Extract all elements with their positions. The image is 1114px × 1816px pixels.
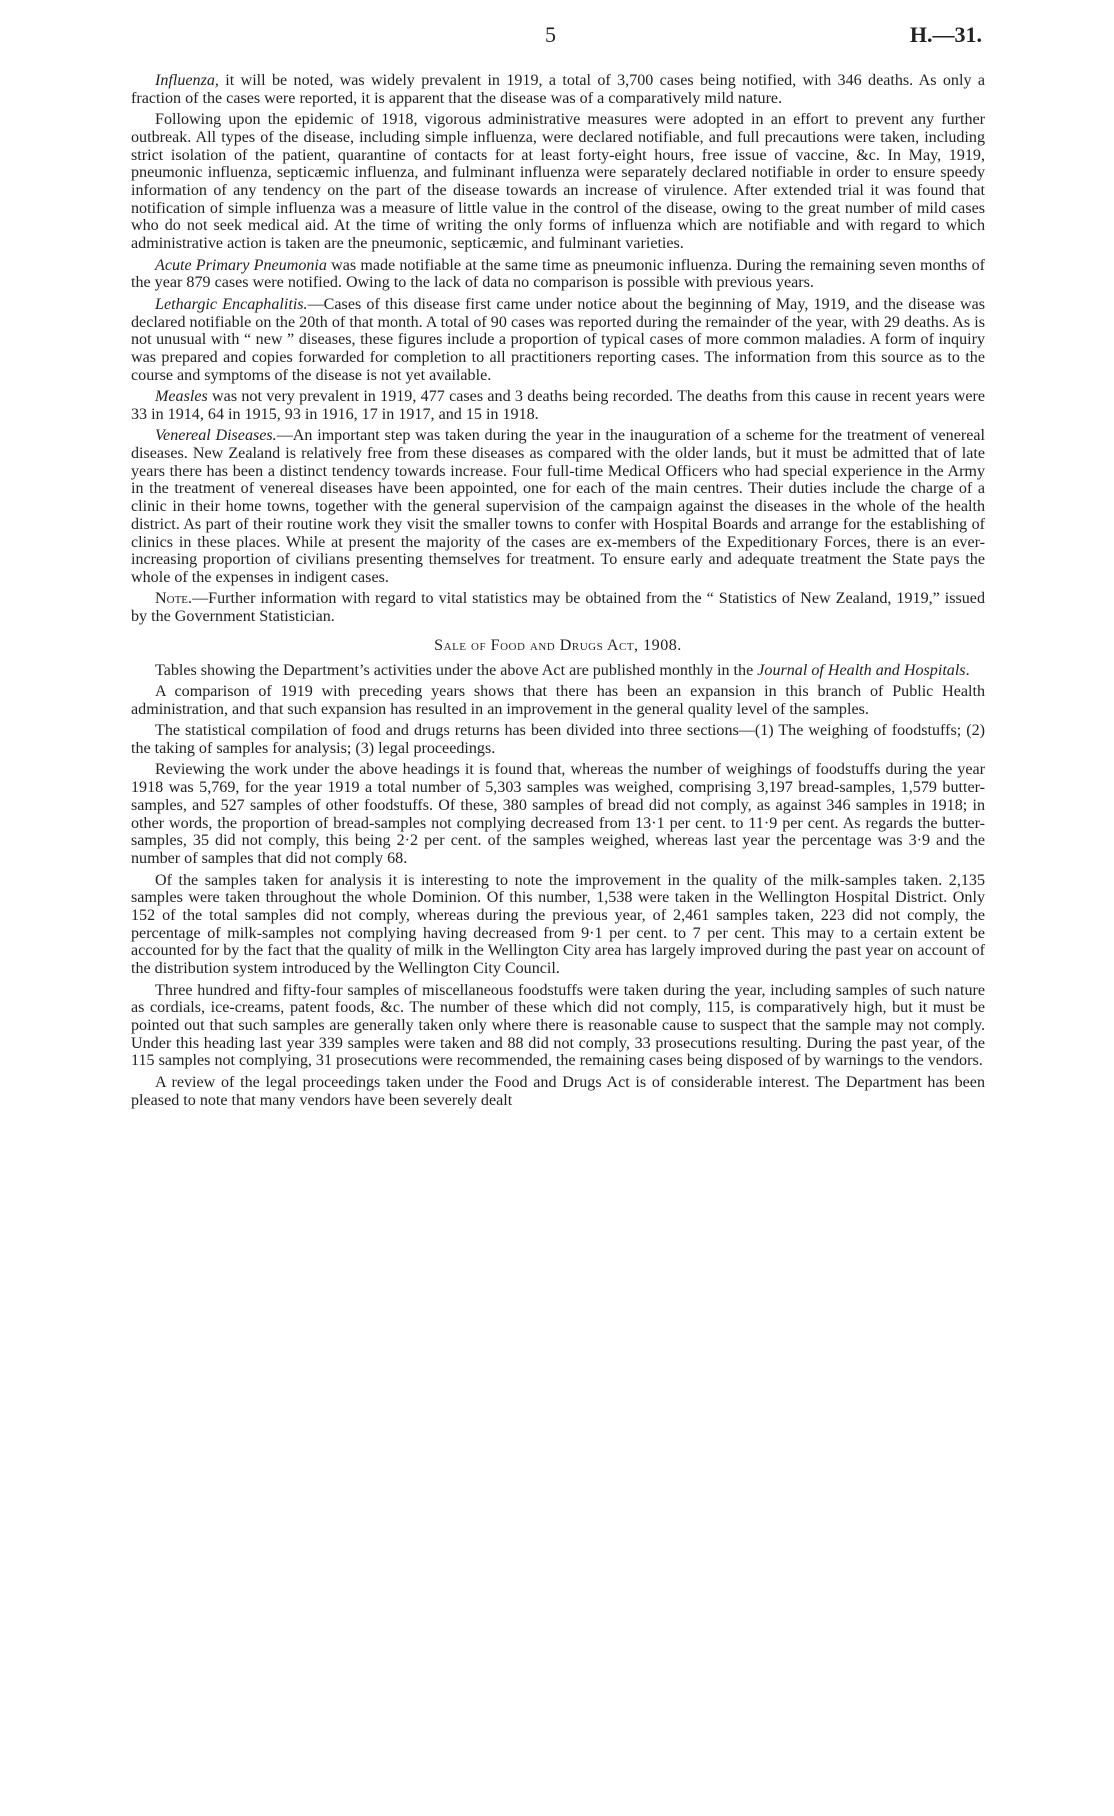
paragraph-lead: Venereal Diseases. [155, 427, 277, 445]
paragraph-text: it will be noted, was widely prevalent in 1919, a total of 3,700 cases being notified, with 346 deaths. As only a fraction of the cases were reported, it is apparent that the disease was of a comparatively mild nature. [131, 72, 985, 107]
note-label: Note. [155, 590, 193, 608]
paragraph-lead: Lethargic Encaphalitis. [155, 295, 308, 313]
paragraph-comparison [131, 683, 985, 718]
paragraph-tail: . [965, 661, 970, 679]
paragraph-encephalitis [131, 296, 985, 385]
paragraph-miscellaneous [131, 982, 985, 1071]
page-header [0, 22, 1114, 52]
paragraph-text: —Further information with regard to vital statistics may be obtained from the “ Statistics of New Zealand, 1919,” issued by the Government Statistician. [131, 590, 985, 626]
paragraph-pneumonia [131, 257, 985, 292]
paragraph-legal-proceedings [131, 1074, 985, 1109]
paragraph-text: The statistical compilation of food and drugs returns has been divided into three sections—(1) The weighing of foodstuffs; (2) the taking of samples for analysis; (3) legal proceedings. [131, 722, 985, 757]
paragraph-lead: Measles [155, 388, 208, 406]
paragraph-milk-samples [131, 872, 985, 978]
paragraph-influenza [131, 72, 985, 107]
document-body [131, 72, 985, 1113]
paragraph-text: Tables showing the Department’s activities under the above Act are published monthly in the [155, 661, 758, 679]
paragraph-text: was not very prevalent in 1919, 477 cases and 3 deaths being recorded. The deaths from this cause in recent years were 33 in 1914, 64 in 1915, 93 in 1916, 17 in 1917, and 15 in 1918. [131, 388, 985, 423]
paragraph-venereal-diseases [131, 427, 985, 586]
paragraph-text: was made notifiable at the same time as pneumonic influenza. During the remaining seven months of the year 879 cases were notified. Owing to the lack of data no comparison is possible with previous years. [131, 256, 985, 292]
document-reference: H.—31. [909, 22, 982, 47]
paragraph-lead: Acute Primary Pneumonia [155, 256, 327, 274]
paragraph-text: Following upon the epidemic of 1918, vigorous administrative measures were adopted in an effort to prevent any further outbreak. All types of the disease, including simple influenza, were declared notifiable, and full precautions were taken, including strict isolation of the patient, quarantine of contacts for at least forty-eight hours, free issue of vaccine, &c. In May, 1919, pneumonic influenza, septicæmic influenza, and fulminant influenza were separately declared notifiable in order to ensure speedy information of any tendency on the part of the disease towards an increase of virulence. After extended trial it was found that notification of simple influenza was a measure of little value in the control of the disease, owing to the great number of mild cases who do not seek medical aid. At the time of writing the only forms of influenza which are notifiable and with regard to which administrative action is taken are the pneumonic, septicæmic, and fulminant varieties. [131, 111, 985, 253]
paragraph-text: —Cases of this disease first came under notice about the beginning of May, 1919, and the disease was declared notifiable on the 20th of that month. A total of 90 cases was reported during the remainder of the year, with 29 deaths. As is not unusual with “ new ” diseases, these figures include a proportion of typical cases of more common maladies. A form of inquiry was prepared and copies forwarded for completion to all practitioners reporting cases. The information from this source as to the course and symptoms of the disease is not yet available. [131, 295, 985, 384]
paragraph-text: A comparison of 1919 with preceding years shows that there has been an expansion in this branch of Public Health administration, and that such expansion has resulted in an improvement in the general quality level of the samples. [131, 683, 985, 718]
paragraph-weighing [131, 761, 985, 867]
paragraph-measles [131, 388, 985, 423]
page-number: 5 [545, 22, 556, 47]
paragraph-text: —An important step was taken during the year in the inauguration of a scheme for the treatment of venereal diseases. New Zealand is relatively free from these diseases as compared with the older lands, but it must be admitted that of late years there has been a distinct tendency towards increase. Four full-time Medical Officers who had special experience in the Army in the treatment of venereal diseases have been appointed, one for each of the main centres. Their duties include the charge of a clinic in their home towns, together with the general supervision of the campaign against the diseases in the whole of the health district. As part of their routine work they visit the smaller towns to confer with Hospital Boards and arrange for the establishing of clinics in these places. While at present the majority of the cases are ex-members of the Expeditionary Forces, there is an ever-increasing proportion of civilians presenting themselves for treatment. To ensure early and adequate treatment the State pays the whole of the expenses in indigent cases. [131, 427, 985, 586]
paragraph-lead: Influenza, [155, 72, 219, 89]
paragraph-text: Reviewing the work under the above headings it is found that, whereas the number of weighings of foodstuffs during the year 1918 was 5,769, for the year 1919 a total number of 5,303 samples was weighed, comprising 3,197 bread-samples, 1,579 butter-samples, and 527 samples of other foodstuffs. Of these, 380 samples of bread did not comply, as against 346 samples in 1918; in other words, the proportion of bread-samples not complying decreased from 13·1 per cent. to 11·9 per cent. As regards the butter-samples, 35 did not comply, this being 2·2 per cent. of the samples weighed, whereas last year the percentage was 3·9 and the number of samples that did not comply 68. [131, 761, 985, 867]
paragraph-text: Three hundred and fifty-four samples of miscellaneous foodstuffs were taken during the year, including samples of such nature as cordials, ice-creams, patent foods, &c. The number of these which did not comply, 115, is comparatively high, but it must be pointed out that such samples are generally taken only where there is reasonable cause to suspect that the sample may not comply. Under this heading last year 339 samples were taken and 88 did not comply, 33 prosecutions resulting. During the past year, of the 115 samples not complying, 31 prosecutions were recommended, the remaining cases being disposed of by warnings to the vendors. [131, 981, 985, 1070]
journal-title: Journal of Health and Hospitals [757, 661, 966, 679]
paragraph-tables [131, 662, 985, 680]
paragraph-sections [131, 722, 985, 757]
paragraph-text: Of the samples taken for analysis it is interesting to note the improvement in the quality of the milk-samples taken. 2,135 samples were taken throughout the whole Dominion. Of this number, 1,538 were taken in the Wellington Hospital District. Only 152 of the total samples did not comply, whereas during the previous year, of 2,461 samples taken, 223 did not comply, the percentage of milk-samples not complying having decreased from 9·1 per cent. to 7 per cent. This may to a certain extent be accounted for by the fact that the quality of milk in the Wellington City area has largely improved during the past year on account of the distribution system introduced by the Wellington City Council. [131, 871, 985, 978]
paragraph-influenza-measures [131, 111, 985, 253]
section-heading: Sale of Food and Drugs Act, 1908. [434, 636, 682, 654]
paragraph-text: A review of the legal proceedings taken under the Food and Drugs Act is of considerable interest. The Department has been pleased to note that many vendors have been severely dealt [131, 1073, 985, 1109]
paragraph-note [131, 590, 985, 625]
